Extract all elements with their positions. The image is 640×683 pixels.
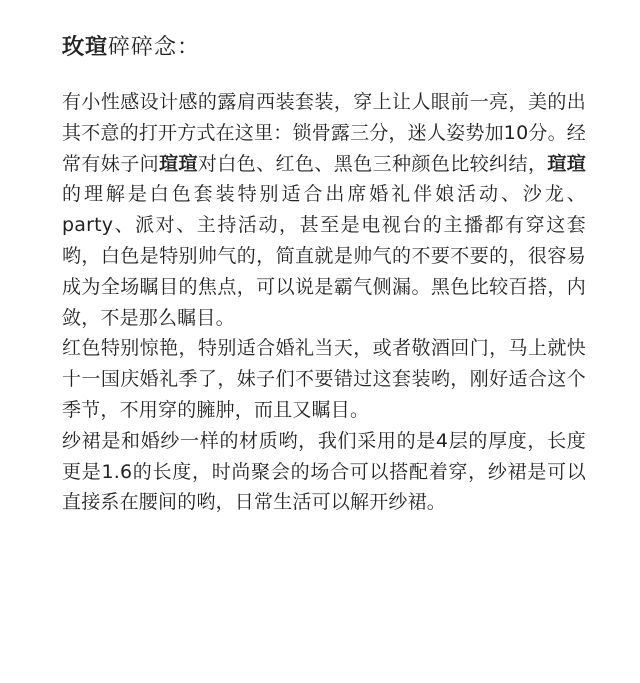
article-body — [62, 87, 586, 518]
paragraph-intro — [62, 87, 586, 333]
title-suffix: 碎碎念： — [108, 35, 201, 60]
author-name-inline: 瑄瑄 — [159, 152, 198, 175]
intro-text-e: 的理解是白色套装特别适合出席婚礼伴娘活动、沙龙、party、派对、主持活动，甚至是电视台的主播都有穿这套哟，白色是特别帅气的，简直就是帅气的不要不要的，很容易成为全场瞩目的焦点，可以说是霸气侧漏。黑色比较百搭，内敛，不是那么瞩目。 — [62, 183, 586, 329]
author-name-inline: 瑄瑄 — [547, 152, 586, 175]
page-title — [62, 30, 200, 66]
paragraph-red: 红色特别惊艳，特别适合婚礼当天，或者敬酒回门，马上就快十一国庆婚礼季了，妹子们不要错过这套装哟，刚好适合这个季节，不用穿的臃肿，而且又瞩目。 — [62, 337, 586, 421]
paragraph-skirt: 纱裙是和婚纱一样的材质哟，我们采用的是4层的厚度，长度更是1.6的长度，时尚聚会的场合可以搭配着穿，纱裙是可以直接系在腰间的哟，日常生活可以解开纱裙。 — [62, 429, 586, 514]
intro-text-a: 有小性感设计感的露肩西装套装，穿上让人眼前一亮，美的出其不意的打开方式在这里：锁骨露三分，迷人姿势加10分。经常有妹子问 — [62, 91, 586, 175]
author-name: 玫瑄 — [62, 35, 109, 60]
intro-text-c: 对白色、红色、黑色三种颜色比较纠结， — [197, 152, 548, 175]
